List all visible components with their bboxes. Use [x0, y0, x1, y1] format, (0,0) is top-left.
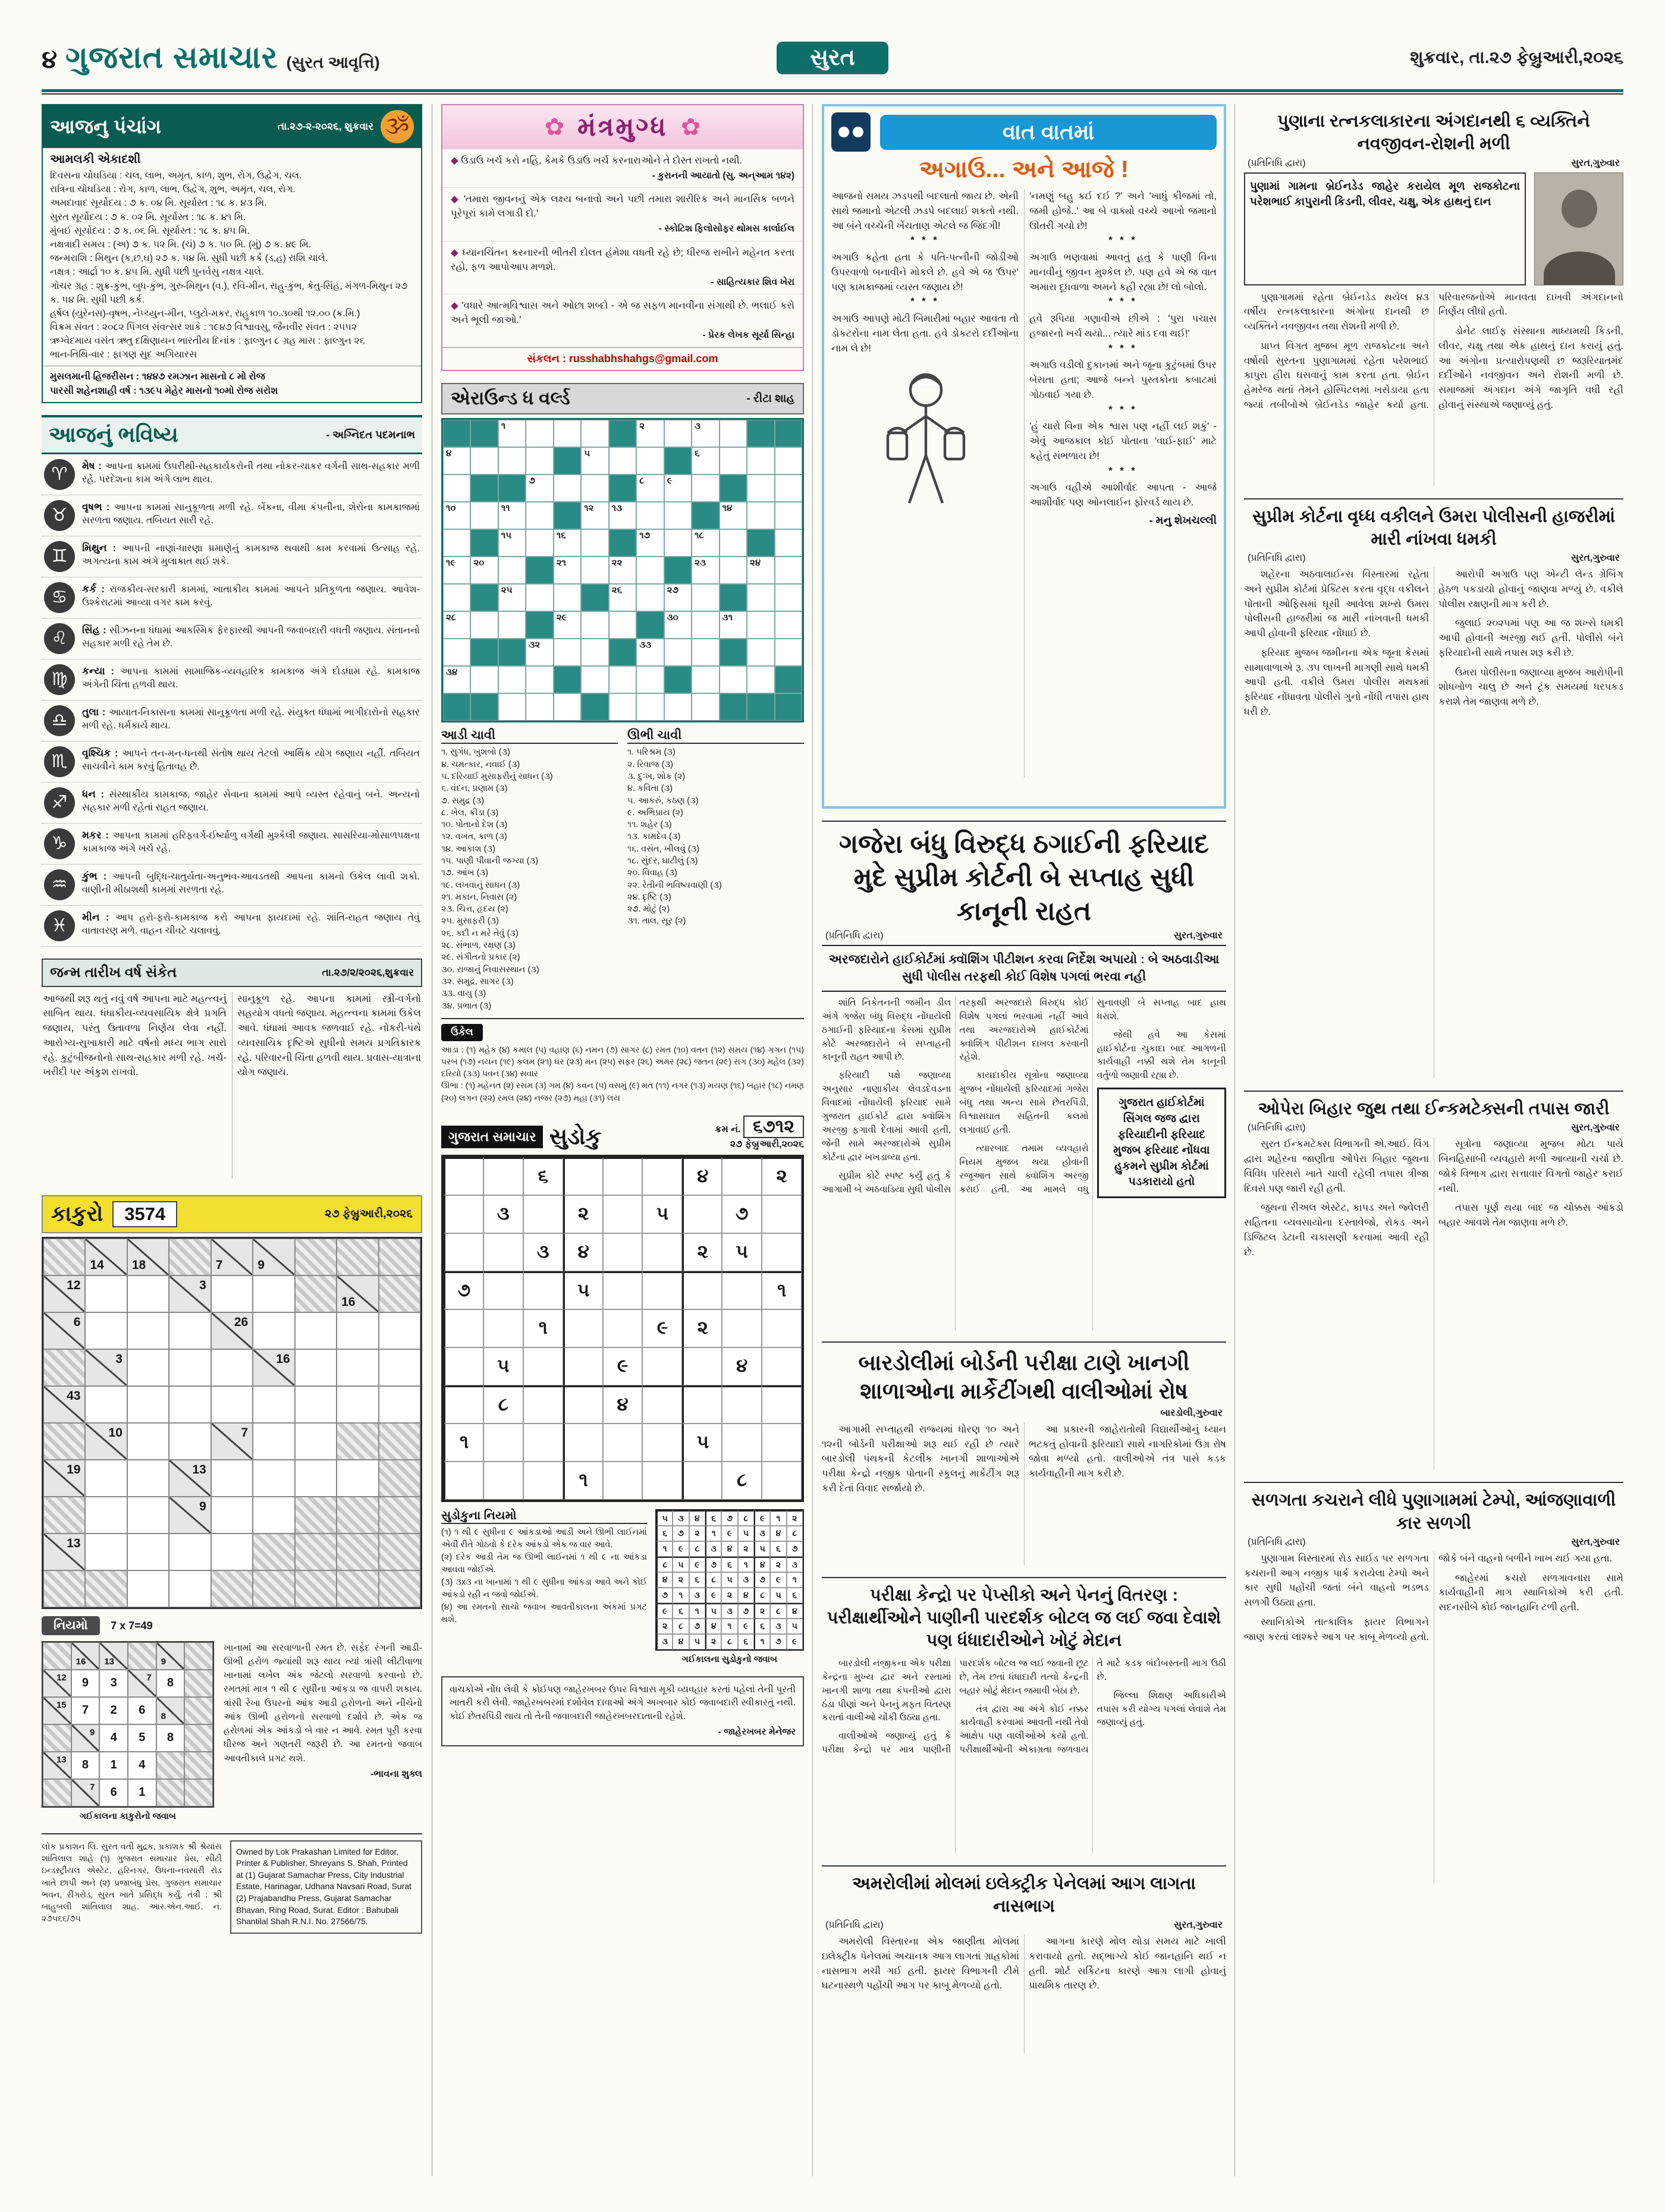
zodiac-prediction: આપના કામમાં હરિફવર્ગ-ઈર્ષ્યાળુ વર્ગથી મુશ્કેલી જણાય. સાસરિયા-મોસાળપક્ષના કામકાજ અંગે ખર્ચ રહે.: [82, 830, 420, 854]
panchang-line: વિક્રમ સંવત : ૨૦૮૨ પિંગલ સંવત્સર શાકે : ૧૯૪૭ વિશ્વાવસુ, જૈનવીર સંવત : ૨૫૫૨: [50, 322, 357, 333]
zodiac-icon: ♏: [44, 746, 75, 777]
crossword-grid: ૧ ૨ ૩ ૪ ૫ ૬ ૭ ૮ ૯ ૧૦ ૧૧ ૧૨ ૧૩ ૧૪ ૧૫ ૧૬ ૧૭ ૧૮ ૧૯ ૨૦ ૨૧ ૨૨ ૨૩ ૨૪ ૨૫ ૨૬ ૨૭ ૨૮ ૨૯ ૩૦ ૩૧ ૩૨ ૩૩ ૩૪: [441, 418, 804, 722]
article-paragraph: સુરત ઈન્કમટેક્સ વિભાગની એ.આઈ. વિંગ દ્વારા શહેરના જાણીતા ઓપેરા બિહાર જુથના વિવિધ પરિસરો ખાતે ચાલી રહેલી તપાસ ત્રીજા દિવસે પણ જારી રહી હતી.: [1244, 1139, 1429, 1194]
article-paragraph: આગામી સપ્તાહથી રાજ્યમાં ધોરણ ૧૦ અને ૧૨ની બોર્ડની પરીક્ષાઓ શરૂ થઈ રહી છે ત્યારે બારડોલી પંથકની કેટલીક ખાનગી શાળાઓએ પરીક્ષા કેન્દ્રો નજીક પોતાની સ્કૂલનું માર્કેટીંગ શરૂ કરી દેતાં વિવાદ સર્જાયો છે.: [822, 1424, 1019, 1494]
quote-author: - સ્કોટિશ ફિલોસોફર થોમસ કાર્લાઈલ: [658, 224, 794, 234]
birthdate-text: આજથી શરૂ થતું નવું વર્ષ આપના માટે મહત્ત્વનું સાબિત થાય. ધંધાકીય-વ્યવસાયિક ક્ષેત્રે પ્રગતિ જણાય, પરંતુ ઉતાવળા નિર્ણય લેવા નહીં. આરોગ્ય-સુખાકારી માટે વર્ષનો મધ્ય ભાગ સારો રહે. કુટુંબીજનોનો સાથ-સહકાર મળી રહે. ખર્ચ-ખરીદી પર અંકુશ રાખવો.: [43, 993, 227, 1078]
zodiac-prediction: આપના કામમાં સાનુકૂળતા મળી રહે. બેંકના, વીમા કંપનીના, શેરોના કામકાજમાં સરળતા જણાય. તબિયત સારી રહે.: [82, 502, 420, 526]
horoscope-row: [42, 618, 422, 659]
zodiac-prediction: આપના કામમાં સામાજિક-વ્યવહારિક કામકાજ અંગે દોડધામ રહે. કામકાજ અંગેની ચિંતા હળવી થાય.: [82, 666, 420, 690]
kakuro-solution-grid: 16 13 9 12 9 3 7 8 15 7 2 6 8 9 4 5 8 13 8 1 4 7 6 1: [42, 1641, 214, 1808]
zodiac-icon: ♎: [44, 705, 75, 736]
article-paragraph: પુણાગામમાં રહેતા બ્રેઈનડેડ થયેલ ૪૩ વર્ષીય રત્નકલાકારના અંગોના દાનથી છ વ્યક્તિને નવજીવન તથા રોશની મળી છે.: [1244, 291, 1429, 332]
paper-name: ગુજરાત સમાચાર: [65, 40, 278, 75]
panchang-highlight: આમલકી એકાદશી: [50, 153, 141, 166]
kakuro-rules-text: ખાનામાં આ સરવાળાની રમત છે. સફેદ રંગની આડી-ઊભી હરોળ જ્યાંથી શરૂ થાય ત્યાં ત્રાંસી લીટીવાળા ખાનામાં લખેલ અંક જેટલો સરવાળો કરવાનો છે. રમતમાં માત્ર ૧ થી ૯ સુધીના આંકડા જ વાપરી શકાય. ત્રાંસી રેખા ઉપરનો આંક આડી હરોળનો અને નીચેનો આંક ઊભી હરોળનો સરવાળો દર્શાવે છે. એક જ હરોળમાં એક આંકડો બે વાર ન આવે. રમત પૂરી કરવા ધીરજ અને ગણતરી જરૂરી છે. આ રમતનો જવાબ આવતીકાલે પ્રગટ થશે.: [224, 1642, 422, 1764]
zodiac-prediction: આપ હરો-ફરો-કામકાજ કરો આપના ફાયદામાં રહે. શાંતિ-રાહત જણાય તેવું વાતાવરણ મળે. વાહન ચીવટે ચલાવવું.: [82, 912, 420, 937]
panchang-line: હર્ષલ (યુરેનસ)-વૃષભ, નેપ્ચ્યુન-મીન, પ્લુટો-મકર, રાહુકાળ ૧૦.૩૦થી ૧૨.૦૦ (ક.મિ.): [50, 308, 360, 319]
vaat-vaatma-headline: અગાઉ... અને આજે !: [919, 156, 1129, 183]
vaat-paragraph: અગાઉ વડીલો દુકાનમાં અને જૂના કુટુંબમાં ઉપર બેસતા હતા; આજે બન્ને પુસ્તકોના કબાટમાં ગોઠવાઈ ગયા છે. * * *: [1029, 358, 1217, 417]
panchang-section: [42, 104, 422, 403]
article-paragraph: ફરિયાદી પક્ષે જણાવ્યા અનુસાર નાણાકીય લેવડદેવડના વિવાદમાં નોંધાયેલી ફરિયાદ સામે ગુજરાત હાઈકોર્ટ દ્વારા ક્વૉશિંગ અરજી ફગાવી દેવામાં આવી હતી, જેની સામે અરજદારોએ સુપ્રીમ કોર્ટના દ્વાર ખખડાવ્યા હતા.: [822, 1070, 951, 1163]
horoscope-row: [42, 906, 422, 947]
sudoku-grid: ૬ ૪ ૨ ૩ ૨ ૫ ૭ ૩ ૪ ૨ ૫ ૭ ૫ ૧ ૧ ૯ ૨ ૫ ૯ ૪ ૮ ૪ ૧ ૫ ૧ ૮: [441, 1155, 804, 1502]
clue: ૧૨. વખત, કાળ (૩): [441, 832, 507, 842]
dateline: સુરત,ગુરુવાર: [1174, 1920, 1223, 1931]
clue: ૪. ચમત્કાર, નવાઈ (૩): [441, 759, 520, 769]
birthdate-text: સાનુકૂળ રહે. આપના કામમાં સ્ત્રી-વર્ગનો સહયોગ વધતો જણાય. મહત્ત્વના કામમાં ઉકેલ આવે. ધંધામાં આવક જળવાઈ રહે. નોકરી-પંથે વ્યવસાયિક દૃષ્ટિએ સુધીનો સમય પ્રગતિકારક રહે. પરિવારની ચિંતા હળવી થાય. પ્રવાસ-યાત્રાના યોગ જણાય.: [237, 993, 421, 1078]
dateline: સુરત,ગુરુવાર: [1571, 1123, 1620, 1133]
vaat-vaatma-section: [822, 104, 1226, 809]
vaat-paragraph: અગાઉ ભણવામાં આવતું હતું કે પાણી વિના માનવીનું જીવન મુશ્કેલ છે. પણ હવે એ જ વાત અમારા દૂધવાળા અમને કહી રહ્યા છે! લો બોલો. * * *: [1029, 250, 1217, 309]
kakuro-section: [42, 1195, 422, 1821]
zodiac-prediction: સંસ્થાકીય કામકાજ, જાહેર સેવાના કામમાં આપે વ્યસ્ત રહેવાનું બને. અન્યનો સહકાર મળી રહેતાં રાહત જણાય.: [82, 789, 420, 813]
article-paragraph: સુપ્રીમ કોર્ટે સ્પષ્ટ કર્યું હતું કે આગામી બે અઠવાડિયા સુધી પોલીસ તરફથી અરજદારો વિરુદ્ધ કોઈ વિશેષ પગલાં ભરવામાં નહીં આવે તથા અરજદારોએ હાઈકોર્ટમાં ક્વૉશિંગ પીટીશન દાખલ કરવાની રહેશે.: [822, 997, 1089, 1195]
horoscope-author: - અગ્નિદત પદમનાભ: [326, 428, 415, 441]
article-opera-raid: [1244, 1091, 1623, 1470]
article-amroli: [822, 1865, 1226, 2054]
clue: ૧૭. આંખ (૩): [441, 868, 488, 878]
article-paragraph: સૂત્રોના જણાવ્યા મુજબ મોટા પાયે બિનહિસાબી વ્યવહારો મળી આવ્યાની ચર્ચા છે. જોકે વિભાગ દ્વારા સત્તાવાર વિગતો જાહેર કરાઈ નથી.: [1438, 1139, 1623, 1194]
clue: ૧૬. વસંત, ખીલવું (૩): [627, 844, 700, 854]
article-paragraph: પ્રાપ્ત વિગત મુજબ મૂળ રાજકોટના અને વર્ષોથી સુરતના પુણાગામમાં રહેતા પરેશભાઈ કાપુરા હીરા ઘસવાનું કામ કરતા હતા. બ્રેઈન હેમરેજ થતાં તેમને હોસ્પિટલમાં ખસેડાયા હતા જ્યાં તબીબોએ બ્રેઈનડેડ જાહેર કર્યા હતા. પરિવારજનોએ માનવતા દાખવી અંગદાનનો નિર્ણય લીધો હતો.: [1244, 291, 1623, 410]
panchang-line: રાત્રિના ચોઘડિયા : રોગ, કાળ, લાભ, ઉદ્વેગ, શુભ, અમૃત, ચલ, રોગ.: [50, 184, 296, 195]
clue: ૩. દુઃખ, શોક (૨): [627, 771, 686, 781]
page-number: ૪: [42, 45, 58, 73]
column-2: [441, 104, 804, 1758]
clue: ૪. કવિતા (૩): [627, 784, 673, 794]
crossword-answers: [441, 1018, 804, 1104]
panchang-line: અમદાવાદ સૂર્યોદય : ૭ ક. ૦૪ મિ. સૂર્યાસ્ત : ૧૮ ક. ૪૩ મિ.: [50, 198, 267, 209]
kakuro-grid: 14 18 7 9 12 3 16 6 26 3 16 43 10 7 19 13 9 13: [42, 1237, 422, 1609]
article-body: [1244, 1551, 1623, 1884]
article-body: [1244, 290, 1623, 486]
zodiac-icon: ♑: [44, 828, 75, 859]
panchang-title: આજનુ પંચાંગ: [50, 115, 161, 137]
kakuro-date: ૨૭ ફેબ્રુઆરી,૨૦૨૬: [325, 1207, 413, 1220]
vaat-paragraph: અગાઉ વહીએ આશીર્વાદ આપતા - આજે આશીર્વાદ પણ ઓનલાઈન ફોરવર્ડ થાય છે.: [1029, 482, 1217, 508]
answers-across: આડા : (૧) મહેક (૪) કમાલ (૫) વહાણ (૬) નમન (૭) સાગર (૮) રમત (૧૦) વતન (૧૨) સમય (૧૪) ગગન (૧૫) પરબ (૧૭) નયન (૧૯) કલમ (૨૧) ઘર (૨૩) મન (૨૫) સફર (૨૬) અમર (૨૮) જતન (૨૯) રાગ (૩૦) મહેલ (૩૨) દરિયો (૩૩) પવન (૩૪) સવાર: [441, 1044, 804, 1079]
panchang-date: તા.૨૭-૨-૨૦૨૬, શુક્રવાર: [277, 121, 373, 132]
sudoku-date: ૨૭ ફેબ્રુઆરી,૨૦૨૬: [730, 1139, 804, 1149]
sudoku-section: [441, 1116, 804, 1664]
zodiac-icon: ♓: [44, 910, 75, 941]
clue: ૨૪. દૃષ્ટિ (૩): [627, 892, 671, 902]
article-paragraph: શાંતિ નિકેતનની જમીન ડીલ અંગે ગજેરા બંધુ વિરુદ્ધ નોંધાયેલી ઠગાઈની ફરિયાદના કેસમાં સુપ્રીમ કોર્ટે અરજદારોને બે સપ્તાહની કાનૂની રાહત આપી છે.: [822, 997, 951, 1063]
byline: (પ્રતિનિધિ દ્વારા): [1248, 1123, 1306, 1133]
article-body: [1244, 567, 1623, 1079]
clue: ૩૩. વાયુ (૩): [441, 989, 486, 999]
clue: ૩૨. સમુદ્ર, સાગર (૩): [441, 976, 514, 986]
article-exam: [822, 1577, 1226, 1853]
panchang-line: સુરત સૂર્યોદય : ૭ ક. ૦૨ મિ. સૂર્યાસ્ત : ૧૮ ક. ૪૧ મિ.: [50, 212, 246, 222]
article-garbage-fire: [1244, 1482, 1623, 1884]
horoscope-row: [42, 783, 422, 824]
quote-text: ◆ 'તમારા જીવનનું એક લક્ષ્ય બનાવો અને પછી તમારા શારીરિક અને માનસિક બળને પૂરેપૂરાં કામે લગાડી દો.': [451, 194, 794, 219]
vaat-sign: - મનુ શેખચલ્લી: [1149, 514, 1217, 526]
city-badge: સુરત: [777, 42, 888, 74]
column-1: [42, 104, 422, 1946]
masthead-rule: [42, 89, 1623, 95]
clue: ૧૮. સુંદર, ઘાટીલું (૩): [627, 856, 698, 866]
zodiac-icon: ♉: [44, 500, 75, 531]
clue: ૨૨. રેતીની ભવિષ્યવાણી (૩): [627, 880, 722, 890]
sudoku-number: ૬૭૧૨: [743, 1116, 804, 1138]
clue: ૨૬. કદી ન મરે તેવું (૩): [441, 928, 519, 938]
sudoku-rule: (૩) ૩x૩ ના ખાનામાં ૧ થી ૯ સુધીના આંકડા આવે અને કોઈ આંકડો રહી ન જવો જોઈએ.: [441, 1578, 647, 1600]
article-gajera: [822, 821, 1226, 1330]
clue: ૧. પરિશ્રમ (૩): [627, 747, 676, 758]
disclaimer-text: વાચકોએ નોંધ લેવી કે કોઈપણ જાહેરખબર ઉપર વિશ્વાસ મૂકી વ્યવહાર કરતાં પહેલાં તેની પૂરતી ખાતરી કરી લેવી. જાહેરખબરમાં દર્શાવેલ દાવાઓ અંગે અખબાર કોઈ જવાબદારી સ્વીકારતું નથી. કોઈ છેતરપિંડી થાય તો તેની જવાબદારી જાહેરખબરદાતાની રહેશે.: [450, 1684, 796, 1721]
clue: ૬. વંદન, પ્રણામ (૩): [441, 784, 508, 794]
clue: ૨૯. સંગીતનો પ્રકાર (૨): [441, 953, 520, 963]
byline: (પ્રતિનિધિ દ્વારા): [825, 1920, 884, 1931]
horoscope-row: [42, 536, 422, 577]
zodiac-name: કન્યા :: [82, 665, 121, 677]
zodiac-prediction: રાજકીય-સરકારી કામમાં, ખાતાકીય કામમાં આપને પ્રતિકૂળતા જણાય. આવેશ-ઉશ્કેરાટમાં આવ્યા વગર કામ કરવું.: [82, 584, 420, 608]
panchang-line: નક્ષત્રાદી સમય : (અ) ૭ ક. ૫૨ મિ. (ચં) ૭ ક. ૫૦ મિ. (મું) ૭ ક. ૪૯ મિ.: [50, 239, 312, 250]
panchang-line: ગોચર ગ્રહ : શુક્ર-કુંભ, બુધ-કુંભ, ગુરુ-મિથુન (વ.), રવિ-મીન, રાહુ-કુંભ, કેતુ-સિંહ, મંગળ-મિથુન ૨૭ ક. ૫૪ મિ. સુધી પછી કર્ક.: [50, 281, 408, 305]
clue: ૫. દરિયાઈ મુસાફરીનું સાધન (૩): [441, 771, 553, 781]
inset-box: ગુજરાત હાઈકોર્ટમાં સિંગલ જજ દ્વારા ફરિયાદીની ફરિયાદ મુજબ ફરિયાદ નોંધવા હુકમને સુપ્રીમ કોર્ટમાં પડકારાયો હતો: [1097, 1088, 1226, 1198]
zodiac-icon: ♊: [44, 541, 75, 572]
zodiac-name: મીન :: [82, 911, 115, 923]
zodiac-icon: ♈: [44, 459, 75, 490]
article-paragraph: આરોપી અગાઉ પણ એન્ટી લેન્ડ ગ્રેબિંગ હેઠળ પકડાયો હોવાનું જાણવા મળ્યું છે. વકીલે પોલીસ રક્ષણની માગ કરી છે.: [1438, 569, 1623, 609]
donor-photo: [1534, 172, 1623, 285]
horoscope-title: આજનું ભવિષ્ય: [49, 422, 178, 447]
vaat-paragraph: આજનો સમય ઝડપથી બદલાતો જાય છે. એની સાથે જમાનો એટલી ઝડપે બદલાઈ શકતો નથી. આ બંને વચ્ચેની ખેંચતાણ એટલે જ જિંદગી! * * *: [831, 189, 1019, 248]
clue: ૧૫. પાણી પીવાની જગ્યા (૩): [441, 856, 539, 866]
vaat-vaatma-title: વાત વાતમાં: [880, 115, 1217, 150]
mantra-contact-email[interactable]: સંકલન : russhabhshahgs@gmail.com: [442, 347, 803, 370]
birthdate-section: [42, 959, 422, 1183]
article-paragraph: જુથના રીઅલ એસ્ટેટ, કાપડ અને જ્વેલરી સહિતના વ્યવસાયોના દસ્તાવેજો, રોકડ અને ડિજિટલ ડેટાની ચકાસણી કરવામાં આવી રહી છે.: [1244, 1202, 1429, 1258]
byline: (પ્રતિનિધિ દ્વારા): [825, 930, 884, 941]
article-paragraph: પુણાગામ વિસ્તારમાં રોડ સાઈડ પર સળગતા કચરાની આગ નજીક પાર્ક કરાયેલા ટેમ્પો અને કાર સુધી પહોંચી જતાં બંને વાહનો ભડભડ સળગી ઉઠ્યા હતા.: [1244, 1553, 1429, 1608]
zodiac-name: વૃષભ :: [82, 501, 114, 513]
article-paragraph: વાલીઓએ જણાવ્યું હતું કે પરીક્ષા કેન્દ્રો પર માત્ર પાણીની પારદર્શક બોટલ જ લઈ જવાની છૂટ છે, તેમ છતાં ધંધાદારી તત્વો કેન્દ્રની બહાર ખોટું મેદાન જમાવી બેઠા છે.: [822, 1658, 1089, 1755]
panchang-footer-line: પારસી શહેનશાહી વર્ષ : ૧૩૯૫ મેહેર માસનો ૧૦મો રોજ સરોશ: [50, 385, 278, 396]
dateline: સુરત,ગુરુવાર: [1571, 158, 1620, 168]
crossword-title: એરાઉન્ડ ધ વર્લ્ડ: [451, 388, 570, 409]
article-body: [822, 1934, 1226, 2053]
photo-silhouette-head: [1562, 190, 1597, 228]
quote-item: [442, 294, 803, 347]
article-paragraph: ઉમરા પોલીસના જણાવ્યા મુજબ આરોપીની શોધખોળ ચાલુ છે અને ટૂંક સમયમાં ધરપકડ કરાશે તેમ જાણવા મળે છે.: [1438, 667, 1623, 708]
article-paragraph: આગના કારણે મોલ થોડા સમય માટે ખાલી કરાવાયો હતો. સદ્ભાગ્યે કોઈ જાનહાનિ થઈ ન હતી. શોર્ટ સર્કિટના કારણે આગ લાગી હોવાનું પ્રાથમિક તારણ છે.: [1029, 1936, 1226, 1991]
mantra-quotes: [442, 149, 803, 347]
byline: (પ્રતિનિધિ દ્વારા): [1248, 158, 1306, 168]
article-paragraph: આ પ્રકારની જાહેરાતોથી વિદ્યાર્થીઓનું ધ્યાન ભટકતું હોવાની ફરિયાદો સાથે નાગરિકોમાં ઉગ્ર રોષ જોવા મળ્યો હતો. વાલીઓએ તંત્ર પાસે કડક કાર્યવાહીની માગ કરી છે.: [1029, 1424, 1226, 1479]
article-bardoli: [822, 1341, 1226, 1565]
panchang-line: મુંબઈ સૂર્યોદય : ૭ ક. ૦૬ મિ. સૂર્યાસ્ત : ૧૮ ક. ૪૫ મિ.: [50, 225, 250, 236]
quote-item: [442, 241, 803, 294]
horoscope-row: [42, 495, 422, 536]
article-paragraph: જેથી હવે આ કેસમાં હાઈકોર્ટના ચુકાદા બાદ આગળની કાર્યવાહી નક્કી થશે તેમ કાનૂની વર્તુળો જણાવી રહ્યા છે.: [1097, 1029, 1226, 1081]
column-divider: [1234, 104, 1235, 2176]
article-paragraph: કાયદાકીય સૂત્રોના જણાવ્યા મુજબ નોંધાયેલી ફરિયાદમાં ગજેરા બંધુ તથા અન્ય સામે છેતરપિંડી, વિશ્વાસઘાત સહિતની કલમો લગાવાઈ હતી.: [959, 1070, 1089, 1136]
clue: ૩૧. તાલ, સૂર (૨): [627, 916, 686, 926]
subhead: અરજદારોને હાઈકોર્ટમાં ક્વૉશિંગ પીટીશન કરવા નિર્દેશ અપાયો : બે અઠવાડીઆ સુધી પોલીસ તરફથી કોઈ વિશેષ પગલાં ભરવા નહી: [822, 945, 1226, 992]
lotus-icon: ✿: [680, 114, 701, 140]
vaat-paragraph: અગાઉ કહેતા હતા કે પતિ-પત્નીની જોડીઓ ઉપરવાળો બનાવીને મોકલે છે. હવે એ જ 'ઉપર' પણ કામકાજમાં વ્યસ્ત જણાય છે! * * *: [831, 250, 1019, 309]
horoscope-row: [42, 659, 422, 700]
clue: ૧૦. પોતાનો દેશ (૩): [441, 820, 508, 830]
clue: ૨૫. મુસાફરી (૩): [441, 916, 499, 926]
down-clues-title: ઊભી ચાવી: [627, 728, 804, 744]
article-paragraph: જાહેરમાં કચરો સળગાવનારા સામે કાર્યવાહીની માગ સ્થાનિકોએ કરી હતી. સદનસીબે કોઈ જાનહાનિ ટળી હતી.: [1438, 1572, 1623, 1613]
article-paragraph: શહેરના અઠવાલાઈન્સ વિસ્તારમાં રહેતા અને સુપ્રીમ કોર્ટમાં પ્રેક્ટિસ કરતા વૃદ્ધ વકીલને પોતાની ઓફિસમાં ઘૂસી આવેલા શખ્સે ઉમરા પોલીસની હાજરીમાં જ મારી નાંખવાની ધમકી આપી હોવાની ફરિયાદ નોંધાઈ છે.: [1244, 569, 1429, 639]
horoscope-row: [42, 741, 422, 783]
birthdate-date: તા.૨૭/૨/૨૦૨૬,શુક્રવાર: [322, 966, 414, 978]
horoscope-section: [42, 415, 422, 947]
article-paragraph: ફરિયાદ મુજબ જમીનના એક જૂના કેસમાં સામાવાળાએ રૂ. ૩૫ લાખની માગણી સાથે ધમકી આપી હતી. વકીલે ઉમરા પોલીસ મથકમાં ફરિયાદ નોંધાવતા પોલીસે ગુનો નોંધી તપાસ હાથ ધરી છે.: [1244, 647, 1429, 717]
birthdate-title: જન્મ તારીખ વર્ષ સંકેત: [50, 964, 177, 981]
sudoku-solution-caption: ગઈકાલના સુડોકુનો જવાબ: [681, 1654, 778, 1664]
horoscope-row: [42, 577, 422, 618]
vaat-paras-a: [831, 189, 1019, 356]
zodiac-prediction: આપની નાણાં-ધારણા પ્રમાણેનું કામકાજ થવાથી કામ કરવામાં ઉત્સાહ રહે. અગત્યના કામ અંગે મુલાકાત થઈ શકે.: [82, 543, 420, 567]
quote-item: [442, 188, 803, 241]
article-body: [1244, 1137, 1623, 1470]
zodiac-prediction: આયાત-નિકાસના કામમાં સાનુકૂળતા મળી રહે. સંયુક્ત ધંધામાં ભાગીદારોનો સહકાર મળી રહે. ધર્મકાર્ય થાય.: [82, 707, 420, 731]
clue: ૩૪. પ્રભાત (૩): [441, 1001, 492, 1011]
crossword-section: [441, 383, 804, 1104]
zodiac-icon: ♐: [44, 787, 75, 818]
horoscope-row: [42, 824, 422, 865]
publisher-english: Owned by Lok Prakashan Limited for Editor, Printer & Publisher, Shreyans S. Shah, Printed at (1) Gujarat Samachar Press, City Industrial Estate, Harinagar, Udhana Navsari Road, Surat (2) Prajabandhu Press, Gujarat Samachar Bhavan, Ring Road, Surat. Editor : Bahubali Shantilal Shah R.N.I. No. 27566/75.: [230, 1840, 422, 1934]
sudoku-rules: [441, 1526, 647, 1626]
zodiac-name: કર્ક :: [82, 583, 110, 595]
article-paragraph: તપાસ પૂર્ણ થયા બાદ જ ચોક્કસ આંકડો બહાર આવશે તેમ જાણવા મળે છે.: [1438, 1202, 1623, 1228]
zodiac-prediction: આપને તન-મન-ધનથી સંતોષ થાય તેટલો આર્થિક યોગ જણાય નહીં. તબિયત સાચવીને કામ કરવું હિતાવહ છે.: [82, 748, 420, 772]
down-clues: [627, 746, 804, 927]
article-body: [822, 1422, 1226, 1565]
dateline: સુરત,ગુરુવાર: [1174, 930, 1223, 941]
sudoku-serial-label: ક્રમ નં.: [715, 1124, 741, 1135]
column-3: [822, 104, 1226, 2065]
vaat-paragraph: 'નમણું બહુ કઈ દઈ ?' અને 'ખાધું કીજમાં તો, જમી હોજે..' આ બે વાક્યો વચ્ચે આખો જમાનો ઊતરી ગયો છે! * * *: [1029, 189, 1217, 248]
clue: ૧. સુગંધ, ખુશબો (૩): [441, 747, 510, 758]
sudoku-rule: (૪) આ રમતનો સાચો જવાબ આવતીકાલના અંકમાં પ્રગટ થશે.: [441, 1603, 647, 1625]
quote-item: [442, 149, 803, 188]
headline: સુપ્રીમ કોર્ટના વૃધ્ધ વકીલને ઉમરા પોલીસની હાજરીમાં મારી નાંખવા ધમકી: [1252, 507, 1616, 549]
headline: ગજેરા બંધુ વિરુદ્ધ ઠગાઈની ફરિયાદ મુદે સુપ્રીમ કોર્ટની બે સપ્તાહ સુધી કાનૂની રાહત: [839, 830, 1209, 926]
article-paragraph: બારડોલી નજીકના એક પરીક્ષા કેન્દ્રના મુખ્ય દ્વાર અને રસ્તામાં ખાનગી શાળા તથા કંપનીઓ દ્વારા ઠંડા પીણાં અને પેનનું મફત વિતરણ કરાતાં વાલીઓ ચોંકી ઉઠ્યા હતા.: [822, 1658, 951, 1723]
sudoku-solution-grid: ૫ ૩ ૪ ૬ ૭ ૮ ૯ ૧ ૨ ૬ ૭ ૨ ૧ ૯ ૫ ૩ ૪ ૮ ૧ ૯ ૮ ૩ ૪ ૨ ૫ ૬ ૭ ૮ ૫ ૯ ૭ ૬ ૧ ૪ ૨ ૩ ૪ ૨ ૬ ૮ ૫ ૩ ૭ ૯ ૧ ૭ ૧ ૩ ૯ ૨ ૪ ૮ ૫ ૬ ૯ ૬ ૧ ૫ ૩ ૭ ૨ ૮ ૪ ૨ ૮ ૭ ૪ ૧ ૯ ૬ ૩ ૫ ૩ ૪ ૫ ૨ ૮ ૬ ૧ ૭ ૯: [655, 1509, 804, 1651]
clue: ૧૪. આકાશ (૩): [441, 844, 495, 854]
clue: ૨૧. મકાન, નિવાસ (૨): [441, 892, 517, 902]
across-clues: [441, 746, 618, 1012]
clue: ૨૦. વિવાહ (૩): [627, 868, 677, 878]
article-paragraph: જિલ્લા શિક્ષણ અધિકારીએ તપાસ કરી યોગ્ય પગલાં લેવાશે તેમ જણાવ્યું હતું.: [1097, 1690, 1226, 1728]
horoscope-row: [42, 700, 422, 741]
publisher-gujarati: લોક પ્રકાશન લિ. સુરત વતી મુદ્રક, પ્રકાશક શ્રી શ્રેયાંસ શાંતિલાલ શાહે (૧) ગુજરાત સમાચાર પ્રેસ, સીટી ઇન્ડસ્ટ્રીયલ એસ્ટેટ, હરિનગર, ઉધના-નવસારી રોડ ખાતે છાપી અને (૨) પ્રજાબંધુ પ્રેસ, ગુજરાત સમાચાર ભવન, રીંગરોડ, સુરત ખાતે પ્રસિદ્ધ કર્યું. તંત્રી : શ્રી બાહુબલી શાંતિલાલ શાહ. આર.એન.આઈ. નં. ૨૭૫૬૬/૭૫: [42, 1841, 222, 1924]
quote-text: ◆ 'વધારે આત્મવિશ્વાસ અને ઓછા શબ્દો - એ જ સફળ માનવીના સંગાથી છે. ભલાઈ કરો અને ભૂલી જાઓ.': [451, 300, 794, 325]
zodiac-prediction: આપની બુદ્ધિ-ચાતુર્યતા-અનુભવ-આવડતથી આપના કામનો ઉકેલ લાવી શકો. વાણીની મીઠાશથી કામમાં સરળતા રહે.: [82, 871, 420, 896]
dateline: બારડોલી,ગુરુવાર: [1160, 1407, 1223, 1418]
zodiac-icon: ♌: [44, 623, 75, 654]
kakuro-number: 3574: [112, 1201, 177, 1227]
article-organ-donation: [1244, 104, 1623, 486]
headline: ઓપેરા બિહાર જુથ તથા ઈન્કમટેક્સની તપાસ જારી: [1258, 1099, 1610, 1119]
headline: સળગતા કચરાને લીધે પુણાગામમાં ટેમ્પો, આંજણાવાળી કાર સળગી: [1251, 1491, 1616, 1533]
clue: ૩૦. રાજાનું નિવાસસ્થાન (૩): [441, 964, 539, 975]
sudoku-rule: (૧) ૧ થી ૯ સુધીના ૯ આંકડાઓ આડી અને ઊભી લાઈનમાં એવી રીતે ગોઠવો કે દરેક આંકડો એક જ વાર આવે.: [441, 1527, 647, 1550]
zodiac-prediction: આપના કામમાં ઉપરીથી-સહકાર્યકરોની તથા નોકર-ચાકર વર્ગની સાથ-સહકાર મળી રહે. પરદેશના કામ અંગે લાભ થાય.: [82, 461, 420, 485]
panchang-lines: [43, 168, 421, 366]
clue: ૨૭. મોટું (૨): [627, 904, 670, 915]
sudoku-title: સુડોકુ: [549, 1124, 602, 1149]
panchang-line: ભાન-તિથિ-વાર : ફાગણ સુદ અગિયારસ: [50, 350, 197, 360]
byline: (પ્રતિનિધિ દ્વારા): [1248, 1537, 1306, 1547]
kakuro-title: કાકુરો: [51, 1201, 103, 1226]
clue: ૧૩. કામદેવ (૩): [627, 832, 681, 842]
headline: અમરોલીમાં મોલમાં ઇલેક્ટ્રીક પેનેલમાં આગ લાગતા નાસભાગ: [852, 1874, 1196, 1916]
publisher-section: [42, 1833, 422, 1934]
sudoku-rules-title: સુડોકુના નિયમો: [441, 1509, 647, 1524]
disclaimer-sign: - જાહેરખબર મેનેજર: [718, 1727, 796, 1737]
clue: ૨૩. ચિત્ત, હૃદય (૨): [441, 904, 508, 915]
masthead: [42, 31, 1623, 84]
clue: ૧૧. શહેર (૩): [627, 820, 672, 830]
lotus-icon: ✿: [544, 114, 565, 140]
zodiac-prediction: સીઝનના ધંધામાં આકસ્મિક ફેરફારથી આપની જવાબદારી વધતી જણાય. સંતાનનો સહકાર મળી રહે તેમ છે.: [82, 625, 420, 649]
kakuro-rules-title: નિયમો: [42, 1616, 100, 1635]
article-paragraph: જુલાઈ ૨૦૨૫માં પણ આ જ શખ્સે ધમકી આપી હોવાની અરજી થઈ હતી. પોલીસે બંને ફરિયાદોની સાથે તપાસ શરૂ કરી છે.: [1438, 618, 1623, 658]
organ-subhead: પુણામાં ગામના બ્રેઈનડેડ જાહેર કરાયેલ મૂળ રાજકોટના પરેશભાઈ કાપુરાની કિડની, લીવર, ચક્ષુ, એક હાથનું દાન: [1244, 172, 1526, 285]
dateline: સુરત,ગુરુવાર: [1571, 553, 1620, 564]
headline: પરીક્ષા કેન્દ્રો પર પેપ્સીકો અને પેનનું વિતરણ : પરીક્ષાર્થીઓને પાણીની પારદર્શક બોટલ જ લઈ જવા દેવાશે પણ ધંધાદારીઓને ખોટું મેદાન: [827, 1585, 1221, 1651]
clue: ૮. ખેલ, ક્રીડા (૩): [441, 807, 499, 818]
article-paragraph: સ્થાનિકોએ તાત્કાલિક ફાયર વિભાગને જાણ કરતાં લાશ્કરે આગ પર કાબૂ મેળવ્યો હતો. જોકે બંને વાહનો બળીને ખાખ થઈ ગયા હતા.: [1244, 1553, 1613, 1642]
article-body: [822, 1657, 1226, 1853]
ganesh-icon: ૐ: [381, 110, 414, 143]
quote-author: - પ્રેરક લેખક સૂર્યા સિન્હા: [702, 329, 794, 340]
dateline: સુરત,ગુરુવાર: [1571, 1537, 1620, 1547]
zodiac-name: તુલા :: [82, 706, 109, 718]
article-paragraph: તંત્ર દ્વારા આ અંગે કોઈ નક્કર કાર્યવાહી કરવામાં આવતી નથી તેવો આક્ષેપ પણ વાલીઓએ કર્યો હતો. પરીક્ષાર્થીઓની એકાગ્રતા જળવાય તે માટે કડક બંદોબસ્તની માગ ઉઠી છે.: [959, 1658, 1226, 1755]
clue: ૯. અભિપ્રાય (૨): [627, 807, 683, 818]
zodiac-name: વૃશ્ચિક :: [82, 747, 122, 759]
zodiac-name: મિથુન :: [82, 542, 122, 554]
zodiac-icon: ♍: [44, 664, 75, 695]
zodiac-name: ધન :: [82, 788, 109, 800]
headline: પુણાના રત્નકલાકારના અંગદાનથી ૬ વ્યક્તિને નવજીવન-રોશની મળી: [1277, 112, 1590, 154]
horoscope-row: [42, 454, 422, 495]
zodiac-icon: ♒: [44, 869, 75, 900]
answers-down: ઊભા : (૧) મહેનત (૨) રસમ (૩) ગમ (૪) કવન (૫) વસમું (૯) મત (૧૧) નગર (૧૩) મયણ (૧૬) બહાર (૧૮) નમણ (૨૦) લગન (૨૨) રમલ (૨૪) નજર (૨૭) મહા (૩૧) લય: [441, 1080, 804, 1102]
article-paragraph: અમરોલી વિસ્તારના એક જાણીતા મોલમાં ઇલેક્ટ્રીક પેનેલમાં અચાનક આગ લાગતાં ગ્રાહકોમાં નાસભાગ મચી ગઈ હતી. ફાયર વિભાગની ટીમે ઘટનાસ્થળે પહોંચી આગ પર કાબૂ મેળવ્યો હતો.: [822, 1936, 1019, 1991]
sudoku-brand: ગુજરાત સમાચાર: [441, 1126, 543, 1148]
vaat-paragraph: 'હું ચારો વિના એક શ્વાસ પણ નહીં લઈ શકું' - એવું આજકાલ કોઈ પોતાના 'વાઈ-ફાઈ' માટે કહેતું સંભળાય છે! * * *: [1029, 419, 1217, 478]
panchang-line: જન્મરાશિ : મિથુન (ક,છ,ઘ) ૨૭ ક. ૫૪ મિ. સુધી પછી કર્ક (ડ,હ) રાશિ ચાલે.: [50, 253, 328, 264]
sudoku-rule: (૨) દરેક આડી તેમ જ ઊભી લાઈનમાં ૧ થી ૯ ના આંકડા આવવા જોઈએ.: [441, 1553, 647, 1575]
clue: ૨૮. સંભાળ, રક્ષણ (૩): [441, 941, 516, 951]
edition-label: (સુરત આવૃત્તિ): [286, 53, 380, 71]
horoscope-row: [42, 865, 422, 906]
faces-icon: [831, 112, 871, 152]
column-4: [1244, 104, 1623, 1896]
quote-text: ◆ ધ્યાનચિંતન કરનારની ભીતરી દોલત હંમેશા વધતી રહે છે; ધીરજ રાખીને મહેનત કરતા રહો, ફળ આપોઆપ મળશે.: [451, 247, 794, 272]
across-clues-title: આડી ચાવી: [441, 728, 618, 744]
clue: ૧૯. લખવાનું સાધન (૩): [441, 880, 520, 890]
crossword-author: - રીટા શાહ: [746, 392, 794, 405]
quote-author: - સાહિત્યકાર શિવ ખેરા: [711, 276, 794, 287]
panchang-line: દિવસના ચોઘડિયા : ચલ, લાભ, અમૃત, કાળ, શુભ, રોગ, ઉદ્વેગ, ચલ.: [50, 171, 302, 181]
zodiac-name: કુંભ :: [82, 870, 113, 882]
answers-label: ઉકેલ: [441, 1024, 483, 1041]
horoscope-list: [42, 454, 422, 947]
kakuro-credit: -ભાવના શુક્લ: [370, 1768, 422, 1779]
zodiac-name: સિંહ :: [82, 624, 110, 636]
mantra-section: [441, 104, 804, 371]
vaat-paras-b: [1029, 189, 1217, 510]
panchang-line: નક્ષત્ર : આર્દ્રા ૧૦ ક. ૪૫ મિ. સુધી પછી પુનર્વસુ નક્ષત્ર ચાલે.: [50, 267, 264, 278]
article-paragraph: ડોનેટ લાઈફ સંસ્થાના માધ્યમથી કિડની, લીવર, ચક્ષુ તથા એક હાથનું દાન કરાયું હતું. આ અંગોના પ્રત્યારોપણથી છ જરૂરિયાતમંદ દર્દીઓને નવજીવન અને રોશની મળી છે. સમાજમાં અંગદાન અંગે જાગૃતિ વધી રહી હોવાનું સંસ્થાએ જણાવ્યું હતું.: [1438, 326, 1623, 410]
clue: ૭. સમુદ્ર (૩): [441, 796, 485, 806]
quote-author: - કુરાનની આયાતો (સુ. અન્આમ ૧૪૨): [652, 170, 794, 181]
zodiac-name: મકર :: [82, 829, 113, 841]
panchang-footer: [43, 366, 421, 402]
date-line: શુક્રવાર, તા.૨૭ ફેબ્રુઆરી,૨૦૨૬: [1410, 48, 1623, 67]
byline: (પ્રતિનિધિ દ્વારા): [1248, 553, 1306, 564]
panchang-line: ઋગ્વેદમાય વસંત ઋતુ દક્ષિણાયન ભારતીય દિનાંક : ફાલ્ગુન ૮ ગ્રહ માસ : ફાલ્ગુન ૨૬: [50, 336, 365, 347]
kakuro-rules-note: 7 x 7=49: [111, 1619, 153, 1632]
panchang-footer-line: મુસલમાની હિજરીસન : ૧૪૪૭ રમઝાન માસનો ૮ મો રોજ: [50, 371, 265, 382]
vaat-paragraph: હવે રૂપિયા ગણાવીએ છીએ : 'પુરા પચાસ હજારનો ખર્ચ થયો... ત્યારે માંડ દવા થઈ!' * * *: [1029, 312, 1217, 356]
photo-silhouette-body: [1544, 252, 1615, 285]
mantra-title: મંત્રમુગ્ધ: [577, 112, 668, 142]
zodiac-name: મેષ :: [82, 460, 105, 472]
headline: બારડોલીમાં બોર્ડની પરીક્ષા ટાણે ખાનગી શાળાઓના માર્કેટીંગથી વાલીઓમાં રોષ: [858, 1350, 1190, 1403]
vaat-paragraph: અગાઉ આપણે મોટી બિમારીમાં બહાર આવતા તો ડોકટરોના નામ લેતા હતા. હવે ડોકટરો દર્દીઓના નામ લે છે!: [831, 313, 1019, 354]
milkman-cartoon: [857, 359, 994, 526]
column-divider: [812, 104, 813, 2176]
quote-text: ◆ ઉડાઉ ખર્ચ કરો નહિ, કેમકે ઉડાઉ ખર્ચ કરનારાઓને તે દોસ્ત રાખતો નથી.: [451, 155, 742, 166]
article-paragraph: ત્યારબાદ તમામ વ્યવહારો નિયમ મુજબ થયા હોવાની રજૂઆત સાથે ક્વૉશિંગ અરજી કરાઈ હતી. આ મામલે વધુ સુનાવણી બે સપ્તાહ બાદ હાથ ધરાશે.: [959, 997, 1226, 1195]
clue: ૨. રિવાજ (૩): [627, 759, 673, 769]
kakuro-solution-caption: ગઈકાલના કાકુરોનો જવાબ: [80, 1811, 176, 1821]
zodiac-icon: ♋: [44, 582, 75, 613]
article-lawyer-threat: [1244, 498, 1623, 1079]
clue: ૫. આકરું, કઠણ (૩): [627, 796, 699, 806]
ad-disclaimer: [441, 1676, 804, 1746]
